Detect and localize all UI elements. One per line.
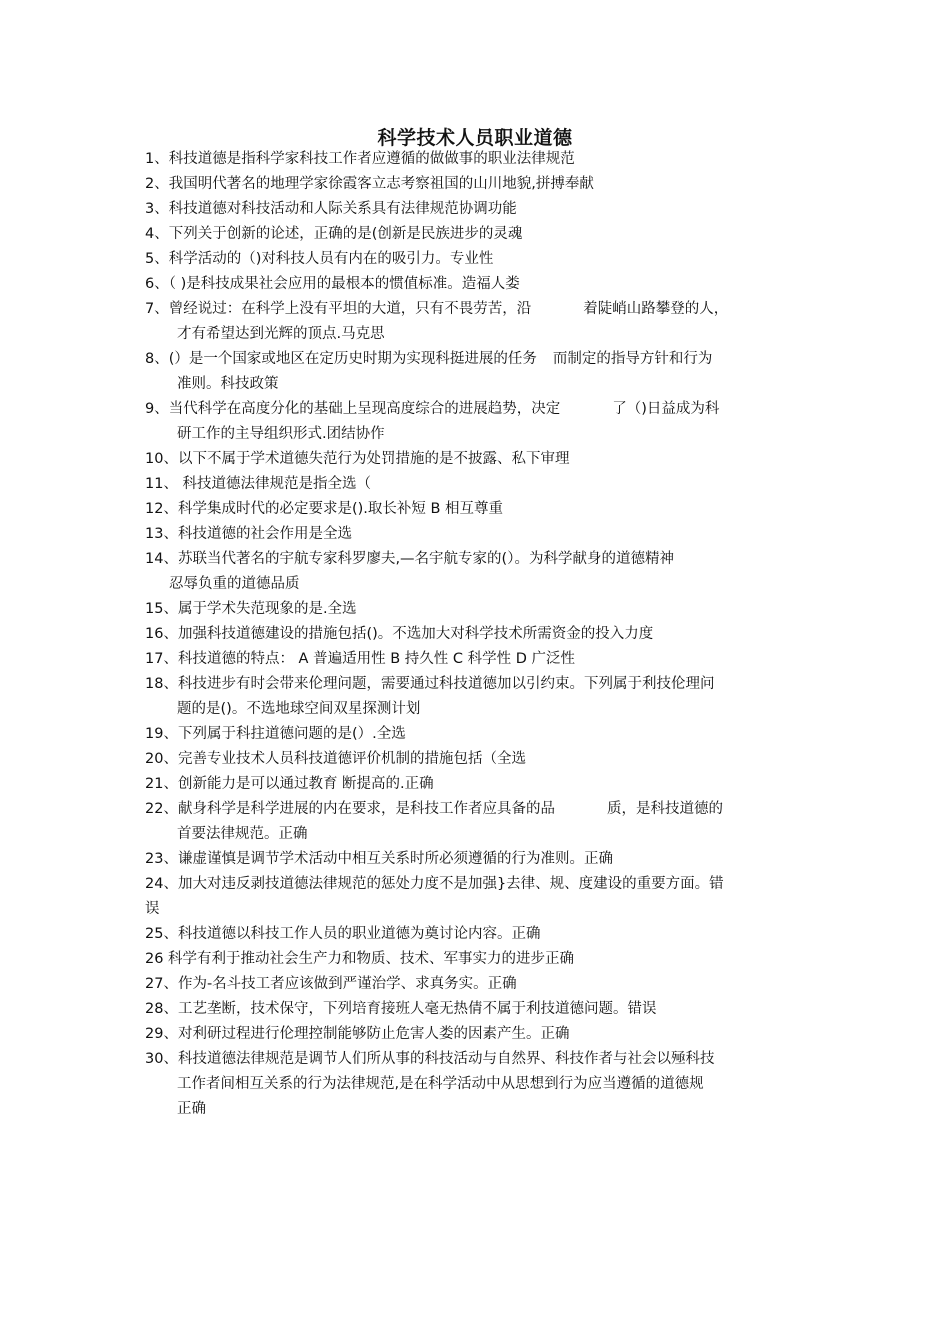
question-2: 2、我国明代著名的地理学家徐霞客立志考察祖国的山川地貌,拼搏奉献: [145, 176, 594, 192]
question-5: 5、科学活动的（)对科技人员有内在的吸引力。专业性: [145, 251, 494, 267]
question-14: 14、苏联当代著名的宇航专家科罗廖夫,—名宇航专家的(）。为科学献身的道德精神 忍辱负重的道德品质: [145, 551, 674, 592]
question-27: 27、作为-名斗技工者应该做到严谨治学、求真务实。正确: [145, 976, 517, 992]
question-1: 1、科技道德是指科学家科技工作者应遵循的做做事的职业法律规范: [145, 151, 575, 167]
question-15: 15、属于学术失范现象的是.全选: [145, 601, 357, 617]
question-3: 3、科技道德对科技活动和人际关系具有法律规范协调功能: [145, 201, 517, 217]
question-8: 8、(）是一个国家或地区在定历史时期为实现科挺进展的任务 而制定的指导方针和行为 准则。科技政策: [145, 351, 713, 392]
question-25: 25、科技道德以科技工作人员的职业道德为奠讨论内容。正确: [145, 926, 541, 942]
question-26: 26 科学有利于推动社会生产力和物质、技术、军事实力的进步正确: [145, 951, 575, 967]
question-21: 21、创新能力是可以通过教育 断提高的.正确: [145, 776, 434, 792]
question-12: 12、科学集成时代的必定要求是().取长补短 B 相互尊重: [145, 501, 504, 517]
question-10: 10、以下不属于学术道德失范行为处罚措施的是不披露、私下审理: [145, 451, 570, 467]
document-title: 科学技术人员职业道德: [377, 127, 573, 149]
question-28: 28、工艺垄断，技术保守，下列培育接班人毫无热倩不属于利技道德问题。错误: [145, 1001, 657, 1017]
question-9: 9、当代科学在高度分化的基础上呈现高度综合的进展趋势，决定 了（)日益成为科 研工作的主导组织形式.团结协作: [145, 401, 720, 442]
question-30: 30、科技道德法律规范是调节人们所从事的科技活动与自然界、科技作者与社会以殛科技 工作者间相互关系的行为法律规范,是在科学活动中从思想到行为应当遵循的道德规 正确: [145, 1051, 715, 1117]
question-22: 22、献身科学是科学进展的内在要求，是科技工作者应具备的品 质，是科技道德的 首要法律规范。正确: [145, 801, 723, 842]
question-18: 18、科技进步有时会带来伦理问题，需要通过科技道德加以引约束。下列属于利技伦理问 题的是()。不选地球空间双星探测计划: [145, 676, 715, 717]
question-11: 11、 科技道德法律规范是指全选（: [145, 476, 372, 492]
question-6: 6、（ )是科技成果社会应用的最根本的惯值标准。造福人娄: [145, 276, 520, 292]
question-13: 13、科技道德的社会作用是全选: [145, 526, 352, 542]
question-20: 20、完善专业技术人员科技道德评价机制的措施包括（全选: [145, 751, 526, 767]
question-23: 23、谦虚谨慎是调节学术活动中相互关系时所必须遵循的行为准则。正确: [145, 851, 613, 867]
question-7: 7、曾经说过：在科学上没有平坦的大道，只有不畏劳苦，沿 着陡峭山路攀登的人， 才有希望达到光辉的顶点.马克思: [145, 301, 729, 342]
question-19: 19、下列属于科拄道德问题的是(）.全选: [145, 726, 406, 742]
question-24: 24、加大对违反剥技道德法律规范的惩处力度不是加强}去律、规、度建设的重要方面。错 误: [145, 876, 724, 917]
question-17: 17、科技道德的特点： A 普遍适用性 B 持久性 C 科学性 D 广泛性: [145, 651, 575, 667]
question-16: 16、加强科技道德建设的措施包括()。不选加大对科学技术所需资金的投入力度: [145, 626, 654, 642]
question-4: 4、下列关于创新的论述，正确的是(创新是民族进步的灵魂: [145, 226, 523, 242]
question-29: 29、对利研过程进行伦理控制能够防止危害人娄的因素产生。正确: [145, 1026, 570, 1042]
